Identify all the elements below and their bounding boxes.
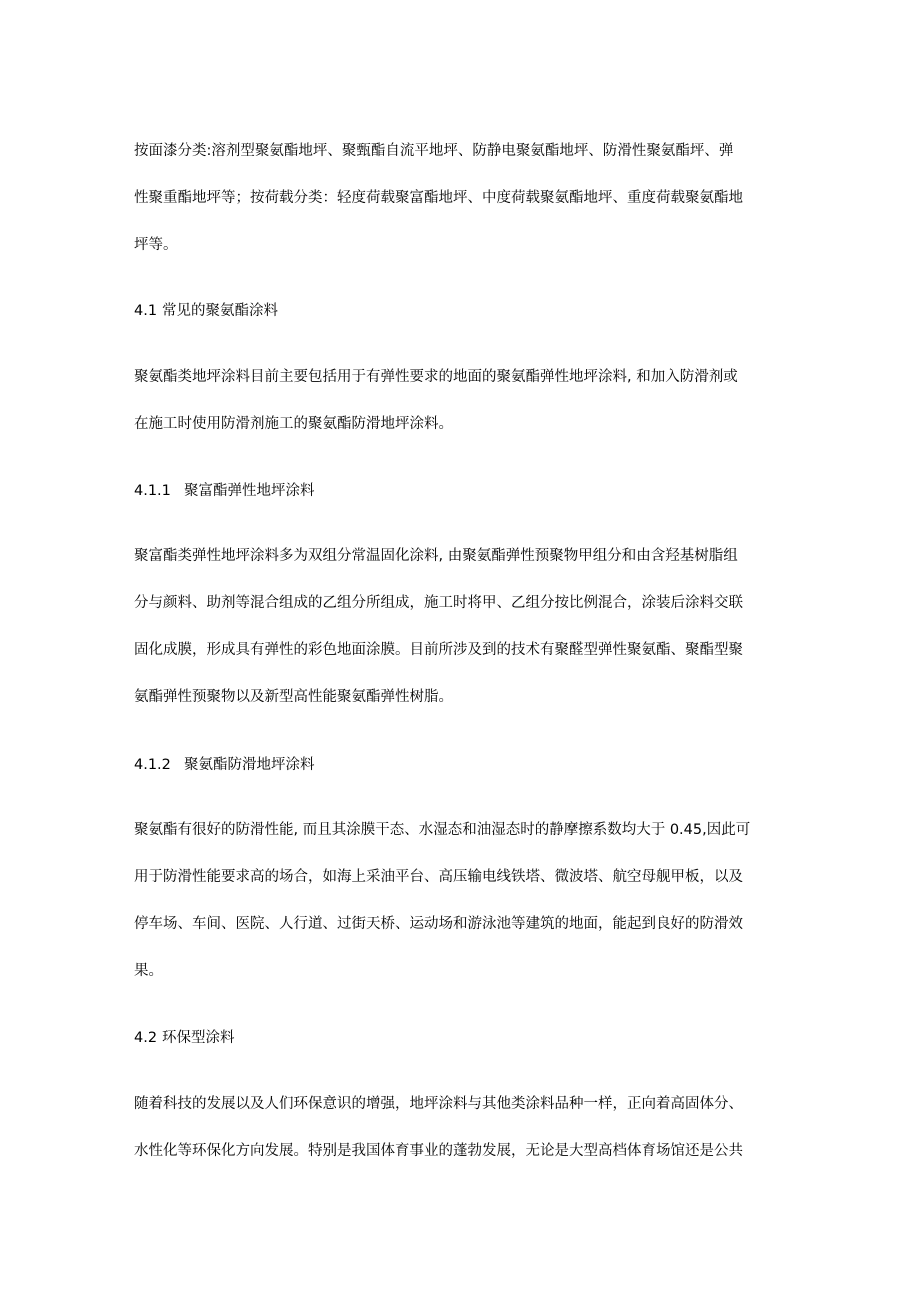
section-number: 4.1	[134, 303, 158, 319]
section-number: 4.1.1	[134, 483, 171, 499]
section-number: 4.2	[134, 1030, 158, 1046]
section-title: 环保型涂料	[162, 1030, 235, 1046]
paragraph-1-line-1: 按面漆分类:溶剂型聚氨酯地坪、聚甄酯自流平地坪、防静电聚氨酯地坪、防滑性聚氨酯坪、弹	[134, 143, 734, 159]
paragraph-3-line-3: 固化成膜，形成具有弹性的彩色地面涂膜。目前所涉及到的技术有聚醛型弹性聚氨酯、聚酯型聚	[134, 642, 743, 658]
section-title: 常见的聚氨酯涂料	[162, 303, 278, 319]
paragraph-5-line-1: 随着科技的发展以及人们环保意识的增强，地坪涂料与其他类涂料品种一样，正向着高固体分、	[134, 1096, 743, 1112]
section-heading-4-1-1	[134, 482, 315, 500]
paragraph-4-line-3: 停车场、车间、医院、人行道、过街天桥、运动场和游泳池等建筑的地面，能起到良好的防滑效	[134, 916, 743, 932]
paragraph-1-line-3: 坪等。	[134, 237, 178, 253]
paragraph-3-line-2: 分与颜料、助剂等混合组成的乙组分所组成，施工时将甲、乙组分按比例混合，涂装后涂料交联	[134, 595, 743, 611]
paragraph-4-line-2: 用于防滑性能要求高的场合，如海上采油平台、高压输电线铁塔、微波塔、航空母舰甲板，以及	[134, 869, 743, 885]
paragraph-3-line-1: 聚富酯类弹性地坪涂料多为双组分常温固化涂料, 由聚氨酯弹性预聚物甲组分和由含羟基树脂组	[134, 548, 738, 564]
section-heading-4-2	[134, 1029, 235, 1047]
paragraph-1-line-2: 性聚重酯地坪等；按荷载分类：轻度荷载聚富酯地坪、中度荷载聚氨酯地坪、重度荷载聚氨酯地	[134, 190, 743, 206]
section-title: 聚氨酯防滑地坪涂料	[184, 757, 315, 773]
paragraph-2-line-2: 在施工时使用防滑剂施工的聚氨酯防滑地坪涂料。	[134, 416, 453, 432]
section-number: 4.1.2	[134, 757, 171, 773]
paragraph-4-line-1: 聚氨酯有很好的防滑性能, 而且其涂膜干态、水湿态和油湿态时的静摩擦系数均大于 0.45,因此可	[134, 822, 751, 838]
paragraph-4-line-4: 果。	[134, 963, 163, 979]
paragraph-3-line-4: 氨酯弹性预聚物以及新型高性能聚氨酯弹性树脂。	[134, 689, 453, 705]
section-heading-4-1-2	[134, 756, 315, 774]
paragraph-5-line-2: 水性化等环保化方向发展。特别是我国体育事业的蓬勃发展，无论是大型高档体育场馆还是公共	[134, 1143, 743, 1159]
section-heading-4-1	[134, 302, 278, 320]
section-title: 聚富酯弹性地坪涂料	[184, 483, 315, 499]
paragraph-2-line-1: 聚氨酯类地坪涂料目前主要包括用于有弹性要求的地面的聚氨酯弹性地坪涂料, 和加入防滑剂或	[134, 369, 738, 385]
